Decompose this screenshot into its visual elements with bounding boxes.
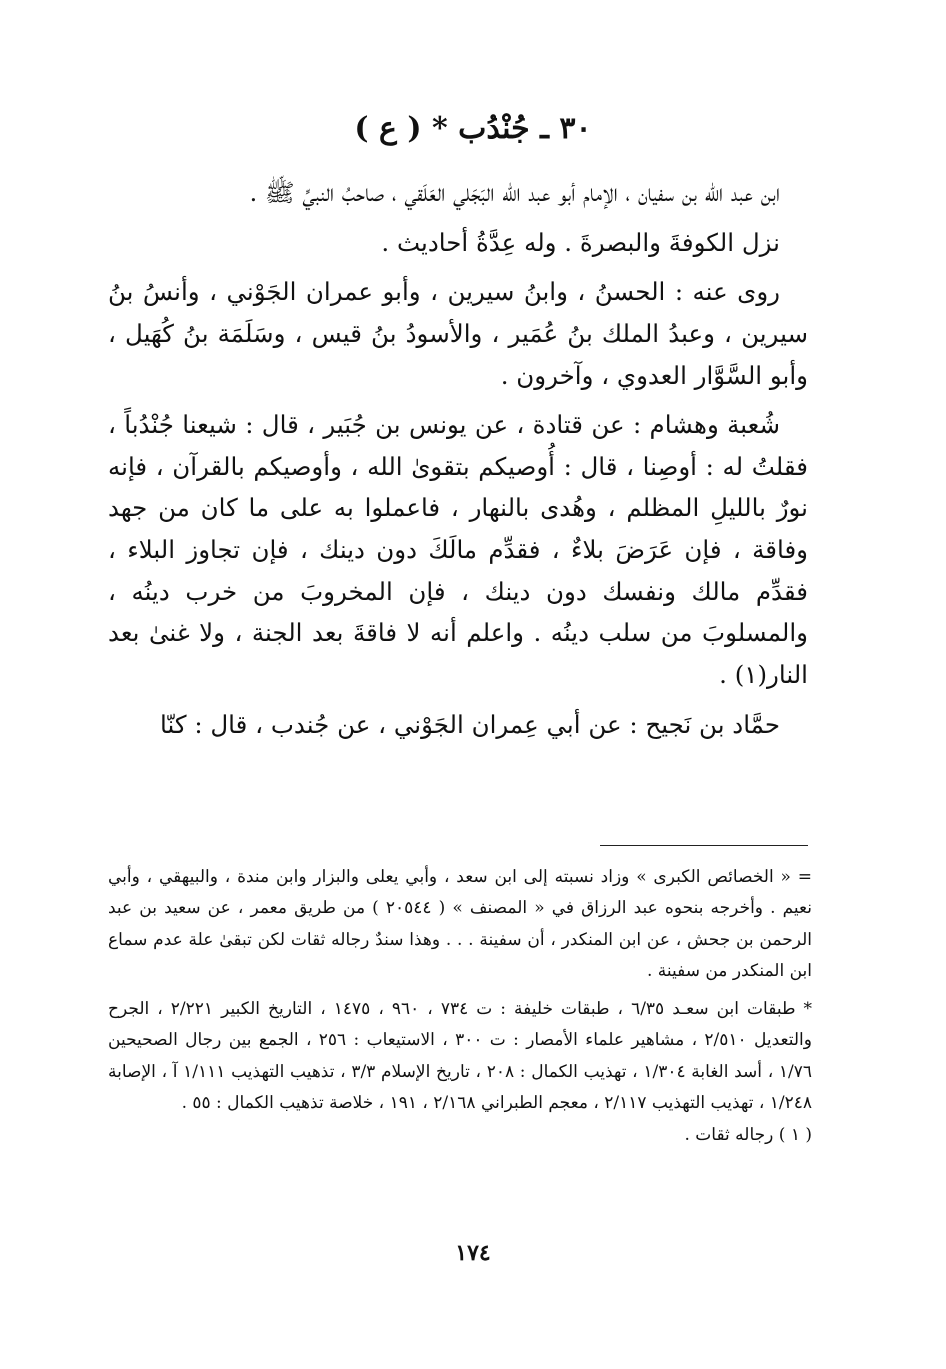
paragraph-narrators: روى عنه : الحسنُ ، وابنُ سيرين ، وأبو عمران الجَوْني ، وأنسُ بنُ سيرين ، وعبدُ الملك بنُ عُمَير ، والأسودُ بنُ قيس ، وسَلَمَة بنُ كُهَيل ، وأبو السَّوَّار العدوي ، وآخرون . — [108, 277, 808, 390]
footnote-continuation: = « الخصائص الكبرى » وزاد نسبته إلى ابن سعد ، وأبي يعلى والبزار وابن مندة ، والبيهقي ، وأبي نعيم . وأخرجه بنحوه عبد الرزاق في « المصنف » ( ٢٠٥٤٤ ) من طريق معمر ، عن سعيد بن عبد الرحمن بن جحش ، عن ابن المنكدر ، أن سفينة . . . وهذا سندٌ رجاله ثقات لكن تبقىٰ علة عدم سماع ابن المنكدر من سفينة . — [108, 867, 812, 982]
page-number: ١٧٤ — [455, 1240, 491, 1266]
main-text — [108, 172, 808, 745]
paragraph-hammad: حمَّاد بن نَجيح : عن أبي عِمران الجَوْني ، عن جُندب ، قال : كنّا — [160, 709, 780, 739]
footnotes — [108, 862, 812, 1151]
footnote-sources: * طبقات ابن سعـد ٦/٣٥ ، طبقات خليفة : ت ٧٣٤ ، ٩٦٠ ، ١٤٧٥ ، التاريخ الكبير ٢/٢٢١ ، الجرح والتعديل ٢/٥١٠ ، مشاهير علماء الأمصار : ت ٣٠٠ ، الاستيعاب : ٢٥٦ ، الجمع بين رجال الصحيحين ١/٧٦ ، أسد الغابة ١/٣٠٤ ، تهذيب الكمال : ٢٠٨ ، تاريخ الإسلام ٣/٣ ، تذهيب التهذيب ١/١١١ آ ، الإصابة ١/٢٤٨ ، تهذيب التهذيب ٢/١١٧ ، معجم الطبراني ٢/١٦٨ ، ١٩١ ، خلاصة تذهيب الكمال : ٥٥ . — [108, 998, 813, 1114]
footnote-divider — [600, 845, 808, 846]
paragraph-lineage: ابن عبد الله بن سفيان ، الإمام أبو عبد الله البَجَلي العَلَقي ، صاحبُ النبيِّ ﷺ . — [249, 178, 780, 207]
paragraph-advice: شُعبة وهشام : عن قتادة ، عن يونس بن جُبَير ، قال : شيعنا جُنْدُباً ، فقلتُ له : أوصِنا ، قال : أُوصيكم بتقوىٰ الله ، وأوصيكم بالقرآن ، فإنه نورٌ بالليلِ المظلم ، وهُدى بالنهار ، فاعملوا به على ما كان من جهد وفاقة ، فإن عَرَضَ بلاءٌ ، فقدِّم مالَكَ دون دينك ، فإن تجاوز البلاء ، فقدِّم مالك ونفسك دون دينك ، فإن المخروبَ من خرب دينُه ، والمسلوبَ من سلب دينُه . واعلم أنه لا فاقةَ بعد الجنة ، ولا غنىٰ بعد النار(١) . — [108, 410, 808, 690]
footnote-1: ( ١ ) رجاله ثقات . — [684, 1124, 812, 1145]
paragraph-residence: نزل الكوفةَ والبصرةَ . وله عِدَّةُ أحاديث . — [381, 227, 780, 257]
biography-title: ٣٠ ـ جُنْدُب * ( ع ) — [354, 111, 592, 146]
